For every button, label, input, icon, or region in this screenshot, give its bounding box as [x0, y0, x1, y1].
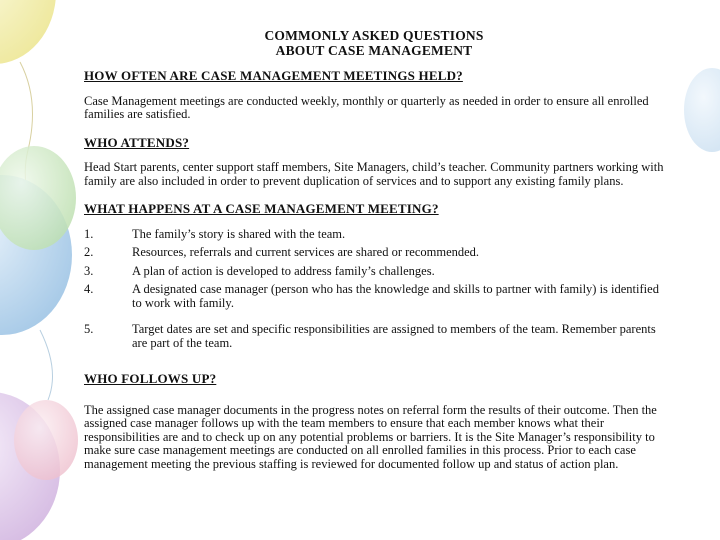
list-item [84, 246, 664, 260]
list-item-number: 5. [84, 322, 94, 336]
list-item-number: 3. [84, 263, 94, 278]
list-item-text: A plan of action is developed to address family’s challenges. [132, 263, 435, 278]
meeting-steps-list [84, 228, 664, 351]
list-item [84, 228, 664, 242]
list-item-text: The family’s story is shared with the team. [132, 226, 346, 241]
heading-who-attends: WHO ATTENDS? [84, 134, 190, 150]
heading-what-happens: WHAT HAPPENS AT A CASE MANAGEMENT MEETING? [84, 201, 439, 216]
list-item-text: Resources, referrals and current services are shared or recommended. [132, 245, 480, 259]
paragraph-who-follows-up: The assigned case manager documents in the progress notes on referral form the results of their outcome. Then the assigned case manager follows up with the team members to ensure that each member knows what their responsibilities are and to check up on any potential problems or barriers. It is the Site Manager’s responsibility to make sure case management meetings are conducted on all enrolled families in this process. Prior to each case management meeting the previous staffing is reviewed for documented follow up and status of action plan. [84, 402, 657, 471]
balloon-right [684, 68, 720, 152]
list-item-number: 4. [84, 282, 94, 296]
list-item-number: 2. [84, 245, 94, 259]
balloon-pink [14, 400, 78, 480]
list-item [84, 283, 664, 310]
document-title [84, 28, 664, 58]
paragraph-how-often: Case Management meetings are conducted weekly, monthly or quarterly as needed in order to ensure all enrolled families are satisfied. [84, 93, 649, 121]
title-line-1: COMMONLY ASKED QUESTIONS [264, 28, 484, 43]
heading-how-often: HOW OFTEN ARE CASE MANAGEMENT MEETINGS HELD? [84, 68, 463, 83]
list-item [84, 323, 664, 350]
balloon-yellow [0, 0, 56, 64]
list-item [84, 265, 664, 279]
document-page [84, 28, 664, 471]
title-line-2: ABOUT CASE MANAGEMENT [275, 43, 473, 58]
list-item-text: Target dates are set and specific responsibilities are assigned to members of the team. Remember parents are part of the team. [132, 322, 656, 350]
list-item-number: 1. [84, 226, 94, 241]
paragraph-who-attends: Head Start parents, center support staff members, Site Managers, child’s teacher. Community partners working with family are also included in order to prevent duplication of services and to support any existing family plans. [84, 160, 664, 188]
list-item-text: A designated case manager (person who has the knowledge and skills to partner with family) is identified to work with family. [132, 282, 659, 310]
heading-who-follows-up: WHO FOLLOWS UP? [84, 371, 217, 386]
